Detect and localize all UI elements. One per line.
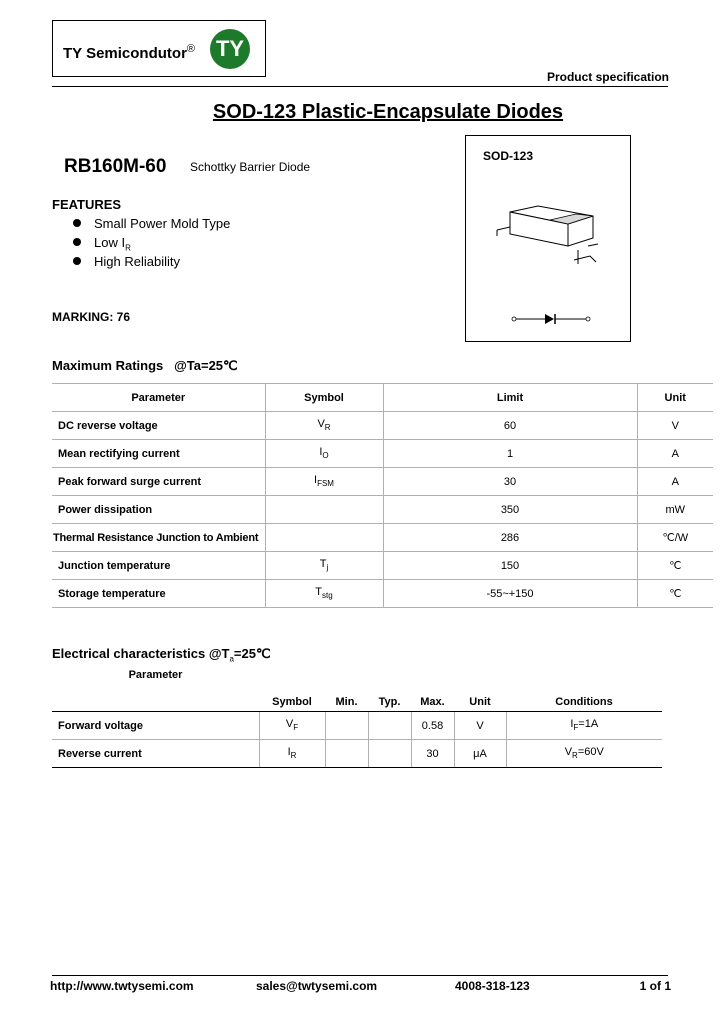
row-unit: V (454, 712, 506, 740)
diode-symbol-icon (511, 311, 591, 327)
package-label: SOD-123 (483, 149, 534, 163)
table-row (52, 496, 713, 524)
header-unit: Unit (637, 384, 713, 412)
row-symbol: $I_{FSM}$ (265, 468, 383, 496)
header-conditions: Conditions (506, 665, 662, 712)
company-logo (52, 20, 266, 77)
page-number: 1 of 1 (639, 979, 671, 993)
table-row (52, 712, 662, 740)
row-min (325, 712, 368, 740)
row-typ (368, 740, 411, 768)
max-ratings-table (52, 383, 713, 608)
header-unit: Unit (454, 665, 506, 712)
row-parameter: Junction temperature (52, 552, 265, 580)
row-max: 0.58 (411, 712, 454, 740)
header-typ: Typ. (368, 665, 411, 712)
row-symbol: $V_F$ (259, 712, 325, 740)
document-title: SOD-123 Plastic-Encapsulate Diodes (212, 101, 564, 123)
row-min (325, 740, 368, 768)
part-description: Schottky Barrier Diode (190, 160, 311, 174)
table-row (52, 468, 713, 496)
row-unit: ℃ (637, 580, 713, 608)
package-drawing-icon (488, 194, 610, 278)
table-row (52, 412, 713, 440)
footer-phone: 4008-318-123 (455, 979, 530, 993)
row-symbol: $V_R$ (265, 412, 383, 440)
part-number: RB160M-60 (64, 156, 167, 177)
feature-item: High Reliability (73, 254, 180, 269)
row-symbol: $T_j$ (265, 552, 383, 580)
feature-item: Small Power Mold Type (73, 216, 230, 231)
row-parameter: Thermal Resistance Junction to Ambient (52, 524, 265, 552)
header-symbol: Symbol (265, 384, 383, 412)
table-row (52, 524, 713, 552)
max-ratings-title: Maximum Ratings @Ta=25℃ (52, 358, 238, 373)
table-header-row (52, 384, 713, 412)
electrical-title: Electrical characteristics $@T_a=25℃$ (52, 646, 271, 664)
row-symbol: $I_R$ (259, 740, 325, 768)
features-title: FEATURES (52, 197, 122, 212)
row-limit: -55~+150 (383, 580, 637, 608)
row-parameter: Reverse current (52, 740, 259, 768)
row-unit: ℃ (637, 552, 713, 580)
row-limit: 1 (383, 440, 637, 468)
row-conditions: $I_F=1A$ (506, 712, 662, 740)
bullet-icon (73, 257, 81, 265)
product-specification-label: Product specification (546, 70, 669, 84)
feature-item: Low $I_R$ (73, 235, 131, 253)
bullet-icon (73, 238, 81, 246)
row-unit: V (637, 412, 713, 440)
row-symbol: $I_O$ (265, 440, 383, 468)
table-row (52, 440, 713, 468)
row-unit: ℃/W (637, 524, 713, 552)
header-min: Min. (325, 665, 368, 712)
row-unit: mW (637, 496, 713, 524)
table-row (52, 740, 662, 768)
row-symbol (265, 524, 383, 552)
ty-logo-badge: TY (210, 29, 250, 69)
row-limit: 286 (383, 524, 637, 552)
package-outline-box (465, 135, 631, 342)
row-parameter: Mean rectifying current (52, 440, 265, 468)
row-limit: 150 (383, 552, 637, 580)
header-parameter: Parameter (52, 384, 265, 412)
row-limit: 350 (383, 496, 637, 524)
header-divider (52, 86, 668, 87)
header-limit: Limit (383, 384, 637, 412)
row-unit: A (637, 468, 713, 496)
row-limit: 60 (383, 412, 637, 440)
row-unit: μA (454, 740, 506, 768)
marking-code: MARKING: 76 (52, 310, 131, 324)
row-parameter: Forward voltage (52, 712, 259, 740)
company-name: TY Semicondutor® (63, 43, 196, 62)
footer-divider (52, 975, 668, 976)
row-max: 30 (411, 740, 454, 768)
table-row (52, 580, 713, 608)
row-symbol (265, 496, 383, 524)
header-parameter: Parameter (52, 665, 259, 712)
row-parameter: Peak forward surge current (52, 468, 265, 496)
header-symbol: Symbol (259, 665, 325, 712)
footer-website-link[interactable]: http://www.twtysemi.com (50, 979, 194, 993)
footer-email-link[interactable]: sales@twtysemi.com (256, 979, 378, 993)
table-row (52, 552, 713, 580)
row-parameter: DC reverse voltage (52, 412, 265, 440)
row-typ (368, 712, 411, 740)
row-symbol: $T_{stg}$ (265, 580, 383, 608)
row-limit: 30 (383, 468, 637, 496)
bullet-icon (73, 219, 81, 227)
row-parameter: Power dissipation (52, 496, 265, 524)
row-unit: A (637, 440, 713, 468)
header-max: Max. (411, 665, 454, 712)
table-header-row (52, 665, 662, 712)
electrical-table (52, 665, 662, 768)
row-conditions: $V_R=60V$ (506, 740, 662, 768)
row-parameter: Storage temperature (52, 580, 265, 608)
